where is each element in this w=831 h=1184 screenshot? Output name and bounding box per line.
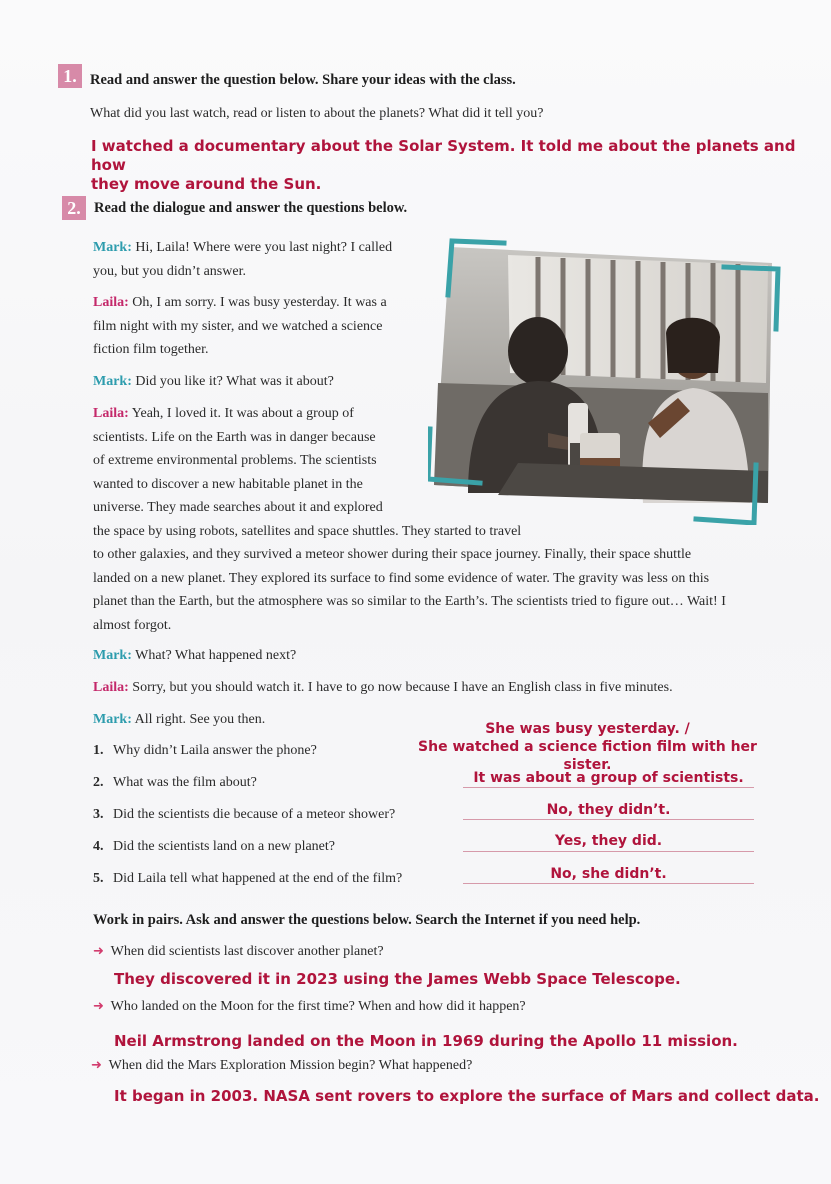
- dialogue-laila-3: [93, 676, 673, 700]
- answer-1-part-1: She was busy yesterday. /: [485, 721, 690, 737]
- question-2: [93, 775, 257, 791]
- question-3: [93, 807, 395, 823]
- speaker-mark: Mark:: [93, 374, 132, 389]
- speaker-laila: Laila:: [93, 295, 129, 310]
- answer-line: [463, 851, 754, 852]
- answer-line: [463, 883, 754, 884]
- exercise-2-number: 2.: [62, 196, 86, 220]
- question-1: [93, 743, 317, 759]
- question-text: Why didn’t Laila answer the phone?: [113, 743, 317, 758]
- dialogue-mark-3: [93, 644, 296, 668]
- exercise-1-answer-line-1: I watched a documentary about the Solar System. It told me about the planets and how: [91, 137, 796, 174]
- pair-answer-3: It began in 2003. NASA sent rovers to explore the surface of Mars and collect data.: [114, 1087, 820, 1105]
- dialogue-mark-1: [93, 236, 392, 283]
- dialogue-line: What? What happened next?: [135, 648, 297, 663]
- speaker-laila: Laila:: [93, 406, 129, 421]
- dialogue-line: of extreme environmental problems. The scientists: [93, 453, 377, 468]
- dialogue-line: universe. They made searches about it and explored: [93, 500, 383, 515]
- arrow-right-icon: ➜: [93, 944, 104, 959]
- answer-line: [463, 819, 754, 820]
- pair-answer-2: Neil Armstrong landed on the Moon in 1969 during the Apollo 11 mission.: [114, 1032, 738, 1050]
- dialogue-mark-4: [93, 708, 265, 732]
- dialogue-line: landed on a new planet. They explored its surface to find some evidence of water. The gravity was less on this: [93, 570, 710, 586]
- exercise-2-instruction: Read the dialogue and answer the questions below.: [94, 200, 408, 216]
- question-number: 3.: [93, 807, 104, 822]
- pair-question-text: When did the Mars Exploration Mission begin? What happened?: [108, 1058, 473, 1073]
- exercise-1-instruction: Read and answer the question below. Share your ideas with the class.: [90, 72, 516, 88]
- pair-question-1: [93, 940, 384, 964]
- pair-answer-1: They discovered it in 2023 using the James Webb Space Telescope.: [114, 970, 681, 988]
- dialogue-laila-2: [93, 402, 726, 637]
- answer-line: [463, 787, 754, 788]
- pair-question-2: [93, 995, 526, 1019]
- dialogue-line: the space by using robots, satellites and space shuttles. They started to travel: [93, 523, 522, 539]
- exercise-3-instruction: Work in pairs. Ask and answer the questions below. Search the Internet if you need help.: [93, 912, 641, 928]
- dialogue-line: planet than the Earth, but the atmosphere was so similar to the Earth’s. The scientists tried to figure out… Wait! I: [93, 594, 726, 609]
- question-number: 4.: [93, 839, 104, 854]
- question-number: 1.: [93, 743, 104, 758]
- question-4: [93, 839, 335, 855]
- question-text: Did Laila tell what happened at the end of the film?: [113, 871, 403, 886]
- pair-question-text: When did scientists last discover another planet?: [110, 944, 384, 959]
- answer-5: No, she didn’t.: [550, 866, 667, 882]
- exercise-1-answer: [91, 137, 831, 194]
- speaker-mark: Mark:: [93, 240, 132, 255]
- question-text: Did the scientists land on a new planet?: [113, 839, 335, 854]
- dialogue-line: Yeah, I loved it. It was about a group of: [131, 406, 354, 421]
- dialogue-line: Oh, I am sorry. I was busy yesterday. It was a: [132, 295, 387, 310]
- speaker-mark: Mark:: [93, 712, 132, 727]
- answer-3: No, they didn’t.: [546, 802, 671, 818]
- pair-question-text: Who landed on the Moon for the first time? When and how did it happen?: [110, 999, 526, 1014]
- dialogue-line: Hi, Laila! Where were you last night? I called: [135, 240, 393, 255]
- dialogue-line: Sorry, but you should watch it. I have to go now because I have an English class in five minutes.: [132, 680, 673, 695]
- dialogue-line: to other galaxies, and they survived a meteor shower during their space journey. Finally, their space shuttle: [93, 547, 692, 562]
- dialogue-line: fiction film together.: [93, 342, 209, 357]
- exercise-1-answer-line-2: they move around the Sun.: [91, 175, 322, 193]
- question-5: [93, 871, 402, 887]
- answer-1-part-2: She watched a science fiction film with her sister.: [418, 739, 757, 773]
- dialogue-line: almost forgot.: [93, 617, 172, 633]
- speaker-mark: Mark:: [93, 648, 132, 663]
- dialogue-line: All right. See you then.: [134, 712, 266, 727]
- dialogue-line: Did you like it? What was it about?: [135, 374, 334, 389]
- dialogue-mark-2: [93, 370, 334, 394]
- arrow-right-icon: ➜: [91, 1058, 102, 1073]
- dialogue-line: you, but you didn’t answer.: [93, 263, 246, 279]
- arrow-right-icon: ➜: [93, 999, 104, 1014]
- dialogue-laila-1: [93, 291, 387, 362]
- answer-1: [400, 720, 775, 774]
- question-text: Did the scientists die because of a meteor shower?: [113, 807, 396, 822]
- question-number: 2.: [93, 775, 104, 790]
- exercise-1-number: 1.: [58, 64, 82, 88]
- speaker-laila: Laila:: [93, 680, 129, 695]
- dialogue-line: scientists. Life on the Earth was in danger because: [93, 429, 376, 445]
- dialogue-line: wanted to discover a new habitable planet in the: [93, 476, 363, 492]
- answer-2: It was about a group of scientists.: [473, 770, 744, 786]
- question-text: What was the film about?: [113, 775, 257, 790]
- pair-question-3: [91, 1054, 472, 1078]
- answer-4: Yes, they did.: [554, 833, 663, 849]
- exercise-1-question: What did you last watch, read or listen to about the planets? What did it tell you?: [90, 106, 544, 121]
- dialogue-line: film night with my sister, and we watched a science: [93, 318, 383, 334]
- question-number: 5.: [93, 871, 104, 886]
